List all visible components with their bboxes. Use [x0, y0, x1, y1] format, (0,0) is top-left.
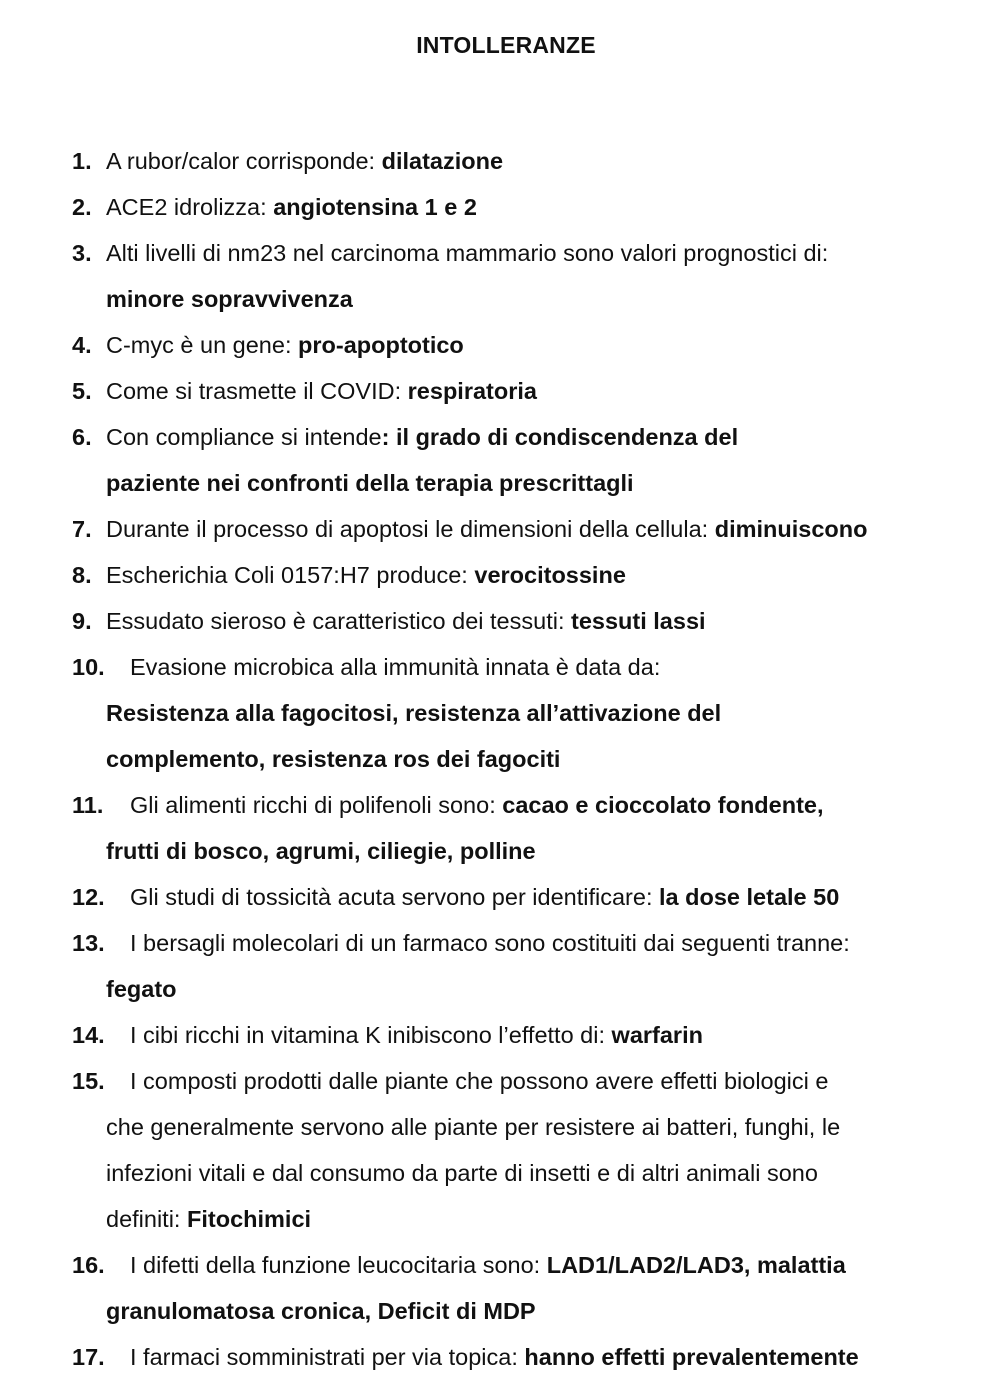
answer-text: Fitochimici — [187, 1206, 312, 1232]
list-item — [72, 598, 972, 644]
item-first-line — [72, 240, 828, 266]
list-item — [72, 644, 972, 782]
question-text: ACE2 idrolizza: — [106, 194, 274, 220]
list-item — [72, 414, 972, 506]
list-item — [72, 138, 972, 184]
answer-text: cacao e cioccolato fondente, — [502, 792, 824, 818]
answer-text: minore sopravvivenza — [106, 286, 353, 312]
item-number: 12. — [72, 884, 105, 910]
item-first-line — [72, 792, 824, 818]
item-number: 13. — [72, 930, 105, 956]
item-first-line — [72, 194, 477, 220]
item-number: 14. — [72, 1022, 105, 1048]
list-item — [72, 782, 972, 874]
item-first-line — [72, 148, 503, 174]
question-text: Evasione microbica alla immunità innata è data da: — [130, 654, 661, 680]
item-continuation-line — [72, 276, 972, 322]
answer-text: Resistenza alla fagocitosi, resistenza all’attivazione del — [106, 700, 722, 726]
item-number: 9. — [72, 608, 92, 634]
item-first-line — [72, 378, 537, 404]
item-first-line — [72, 562, 626, 588]
answer-text: dilatazione — [381, 148, 504, 174]
item-continuation-line — [72, 828, 972, 874]
item-first-line — [72, 424, 738, 450]
item-number: 11. — [72, 792, 104, 818]
item-first-line — [72, 516, 867, 542]
list-item — [72, 1058, 972, 1242]
answer-text: verocitossine — [474, 562, 626, 588]
item-continuation-line — [72, 690, 972, 736]
question-text: I composti prodotti dalle piante che possono avere effetti biologici e — [130, 1068, 829, 1094]
answer-text: : il grado di condiscendenza del — [381, 424, 739, 450]
question-text: che generalmente servono alle piante per resistere ai batteri, funghi, le — [106, 1114, 841, 1140]
question-text: I bersagli molecolari di un farmaco sono costituiti dai seguenti tranne: — [130, 930, 850, 956]
question-text: Alti livelli di nm23 nel carcinoma mammario sono valori prognostici di: — [106, 240, 829, 266]
question-text: Con compliance si intende — [106, 424, 382, 450]
page-title: INTOLLERANZE — [416, 32, 596, 58]
question-text: I farmaci somministrati per via topica: — [130, 1344, 525, 1370]
answer-text: tessuti lassi — [571, 608, 706, 634]
item-number: 15. — [72, 1068, 105, 1094]
item-first-line — [72, 930, 850, 956]
item-continuation-line — [72, 966, 972, 1012]
item-first-line — [72, 608, 706, 634]
item-number: 2. — [72, 194, 92, 220]
list-item — [72, 1334, 972, 1380]
answer-text: granulomatosa cronica, Deficit di MDP — [106, 1298, 536, 1324]
item-number: 4. — [72, 332, 92, 358]
item-number: 3. — [72, 240, 92, 266]
item-continuation-line — [72, 736, 972, 782]
answer-text: hanno effetti prevalentemente — [524, 1344, 859, 1370]
item-first-line — [72, 332, 464, 358]
item-continuation-line — [72, 1196, 972, 1242]
answer-text: pro-apoptotico — [298, 332, 464, 358]
list-item — [72, 920, 972, 1012]
question-text: Gli studi di tossicità acuta servono per identificare: — [130, 884, 660, 910]
answer-text: LAD1/LAD2/LAD3, malattia — [546, 1252, 846, 1278]
item-number: 8. — [72, 562, 92, 588]
list-item — [72, 552, 972, 598]
item-number: 16. — [72, 1252, 105, 1278]
list-item — [72, 1012, 972, 1058]
question-list — [72, 138, 972, 1380]
question-text: Gli alimenti ricchi di polifenoli sono: — [130, 792, 503, 818]
item-number: 6. — [72, 424, 92, 450]
item-number: 17. — [72, 1344, 105, 1370]
list-item — [72, 1242, 972, 1334]
question-text: Escherichia Coli 0157:H7 produce: — [106, 562, 475, 588]
question-text: I cibi ricchi in vitamina K inibiscono l’effetto di: — [130, 1022, 612, 1048]
item-number: 1. — [72, 148, 92, 174]
item-continuation-line — [72, 1288, 972, 1334]
list-item — [72, 322, 972, 368]
item-continuation-line — [72, 460, 972, 506]
answer-text: angiotensina 1 e 2 — [273, 194, 477, 220]
item-number: 10. — [72, 654, 105, 680]
list-item — [72, 874, 972, 920]
item-continuation-line — [72, 1104, 972, 1150]
item-first-line — [72, 1252, 846, 1278]
item-first-line — [72, 1068, 828, 1094]
answer-text: warfarin — [611, 1022, 703, 1048]
answer-text: respiratoria — [407, 378, 537, 404]
answer-text: paziente nei confronti della terapia prescrittagli — [106, 470, 634, 496]
question-text: definiti: — [106, 1206, 187, 1232]
answer-text: frutti di bosco, agrumi, ciliegie, polline — [106, 838, 536, 864]
answer-text: diminuiscono — [714, 516, 868, 542]
answer-text: complemento, resistenza ros dei fagociti — [106, 746, 561, 772]
item-first-line — [72, 884, 839, 910]
item-first-line — [72, 1022, 703, 1048]
list-item — [72, 184, 972, 230]
item-number: 5. — [72, 378, 92, 404]
list-item — [72, 368, 972, 414]
question-text: I difetti della funzione leucocitaria sono: — [130, 1252, 547, 1278]
question-text: Durante il processo di apoptosi le dimensioni della cellula: — [106, 516, 715, 542]
question-text: Essudato sieroso è caratteristico dei tessuti: — [106, 608, 571, 634]
item-first-line — [72, 1344, 859, 1370]
answer-text: la dose letale 50 — [659, 884, 840, 910]
item-first-line — [72, 654, 660, 680]
question-text: infezioni vitali e dal consumo da parte di insetti e di altri animali sono — [106, 1160, 818, 1186]
question-text: Come si trasmette il COVID: — [106, 378, 408, 404]
list-item — [72, 230, 972, 322]
question-text: A rubor/calor corrisponde: — [106, 148, 382, 174]
item-number: 7. — [72, 516, 92, 542]
item-continuation-line — [72, 1150, 972, 1196]
list-item — [72, 506, 972, 552]
question-text: C-myc è un gene: — [106, 332, 299, 358]
answer-text: fegato — [106, 976, 177, 1002]
